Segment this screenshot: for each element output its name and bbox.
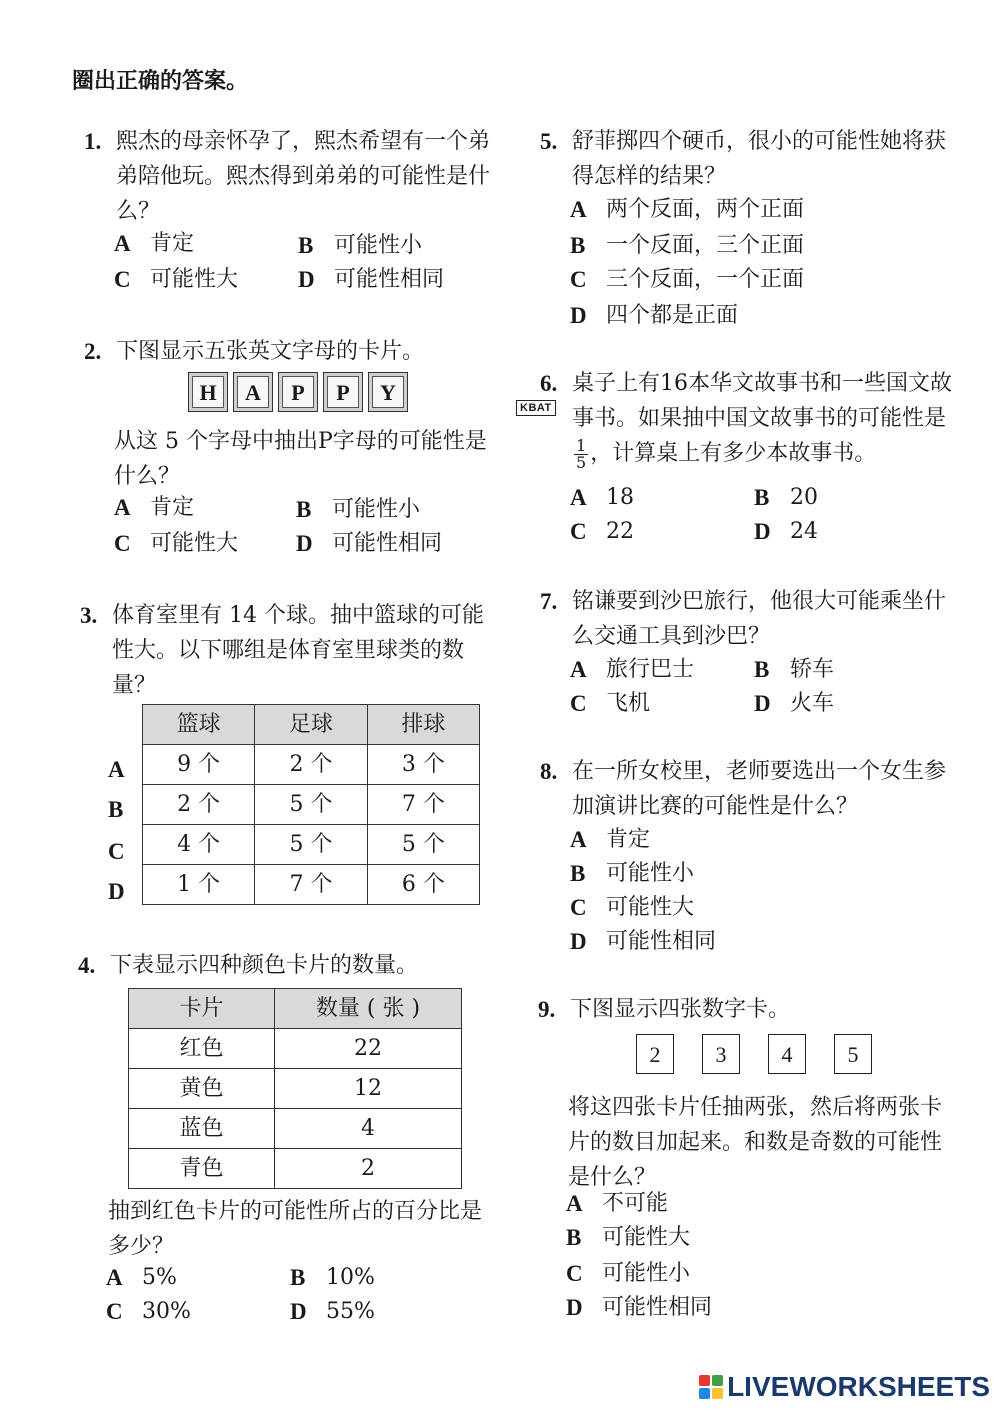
table-header: 足球	[255, 705, 367, 745]
option-a[interactable]: A 18	[570, 485, 634, 510]
question-text: 下图显示四张数字卡。	[570, 997, 791, 1022]
question-text: 下图显示五张英文字母的卡片。	[116, 339, 425, 364]
question-6	[540, 366, 960, 556]
question-number: 6.	[540, 371, 558, 396]
question-text: 下表显示四种颜色卡片的数量。	[110, 953, 419, 978]
letter-card: H	[188, 372, 228, 412]
kbat-badge: KBAT	[516, 400, 556, 416]
question-text: 铭谦要到沙巴旅行，他很大可能乘坐什么交通工具到沙巴？	[572, 589, 947, 649]
option-d[interactable]: D 55%	[290, 1299, 375, 1324]
logo-square	[699, 1388, 710, 1399]
option-d[interactable]: D 可能性相同	[566, 1295, 713, 1320]
option-c[interactable]: C 22	[570, 519, 634, 544]
option-c[interactable]: C 飞机	[570, 691, 651, 716]
option-b[interactable]: B 10%	[290, 1265, 375, 1290]
table-row: 红色 22	[129, 1029, 462, 1069]
question-number: 8.	[540, 759, 558, 784]
question-number: 4.	[78, 953, 96, 978]
question-text-2: 抽到红色卡片的可能性所占的百分比是多少？	[108, 1199, 483, 1259]
question-5	[540, 124, 960, 334]
question-text: 在一所女校里，老师要选出一个女生参加演讲比赛的可能性是什么？	[572, 759, 947, 819]
number-card: 4	[768, 1034, 806, 1074]
option-b[interactable]: B 轿车	[754, 657, 835, 682]
option-b[interactable]: B 可能性大	[566, 1225, 691, 1250]
option-d[interactable]: D 可能性相同	[296, 531, 443, 556]
option-c[interactable]: C 可能性大	[570, 895, 695, 920]
option-d[interactable]: D 四个都是正面	[570, 303, 739, 328]
letter-card: P	[278, 372, 318, 412]
question-text-2: 从这 5 个字母中抽出P字母的可能性是什么？	[114, 429, 487, 489]
option-d[interactable]: D 可能性相同	[570, 929, 717, 954]
option-a[interactable]: A 旅行巴士	[570, 657, 695, 682]
option-d[interactable]: D 火车	[754, 691, 835, 716]
table-row: 黄色 12	[129, 1069, 462, 1109]
ball-count-table	[142, 704, 480, 905]
option-b[interactable]: B 20	[754, 485, 818, 510]
option-a[interactable]: A 肯定	[570, 827, 651, 852]
table-row: 青色 2	[129, 1149, 462, 1189]
option-b[interactable]: B 可能性小	[298, 233, 423, 258]
option-a[interactable]: A 肯定	[114, 495, 195, 520]
liveworksheets-icon	[699, 1375, 723, 1399]
option-a[interactable]: A	[108, 757, 125, 782]
table-header: 数量 ( 张 )	[275, 989, 462, 1029]
table-row: 蓝色 4	[129, 1109, 462, 1149]
option-b[interactable]: B 可能性小	[570, 861, 695, 886]
table-header: 排球	[367, 705, 479, 745]
fraction: $\frac{1}{5}$	[576, 435, 587, 472]
logo-square	[712, 1388, 723, 1399]
table-row[interactable]: 2 个 5 个 7 个	[143, 785, 480, 825]
question-text: 熙杰的母亲怀孕了，熙杰希望有一个弟弟陪他玩。熙杰得到弟弟的可能性是什么？	[116, 129, 491, 224]
logo-square	[699, 1375, 710, 1386]
option-c[interactable]: C 三个反面，一个正面	[570, 267, 805, 292]
question-number: 1.	[84, 129, 102, 154]
question-text-2: 将这四张卡片任抽两张，然后将两张卡片的数目加起来。和数是奇数的可能性是什么？	[568, 1095, 943, 1190]
option-b[interactable]: B	[108, 797, 124, 822]
option-d[interactable]: D 可能性相同	[298, 267, 445, 292]
question-text: 桌子上有16本华文故事书和一些国文故事书。如果抽中国文故事书的可能性是 $\frac{1}{5}$ ，计算桌上有多少本故事书。	[572, 371, 952, 472]
question-1	[84, 124, 504, 304]
table-row[interactable]: 9 个 2 个 3 个	[143, 745, 480, 785]
table-row[interactable]: 4 个 5 个 5 个	[143, 825, 480, 865]
option-d[interactable]: D 24	[754, 519, 818, 544]
question-number: 5.	[540, 129, 558, 154]
option-a[interactable]: A 肯定	[114, 231, 195, 256]
table-row[interactable]: 1 个 7 个 6 个	[143, 865, 480, 905]
number-card: 3	[702, 1034, 740, 1074]
question-4	[78, 948, 498, 1338]
letter-card: Y	[368, 372, 408, 412]
option-c[interactable]: C 30%	[106, 1299, 191, 1324]
letter-card: P	[323, 372, 363, 412]
question-8	[540, 754, 960, 964]
number-card: 5	[834, 1034, 872, 1074]
card-count-table	[128, 988, 462, 1189]
option-a[interactable]: A 不可能	[566, 1191, 669, 1216]
question-text: 舒菲掷四个硬币，很小的可能性她将获得怎样的结果？	[572, 129, 947, 189]
instruction-heading: 圈出正确的答案。	[72, 69, 249, 94]
table-header: 篮球	[143, 705, 255, 745]
letter-cards	[188, 372, 413, 412]
logo-square	[712, 1375, 723, 1386]
number-cards	[636, 1034, 900, 1074]
question-number: 7.	[540, 589, 558, 614]
question-9	[538, 992, 958, 1332]
option-c[interactable]: C 可能性大	[114, 267, 239, 292]
table-header: 卡片	[129, 989, 275, 1029]
option-b[interactable]: B 一个反面，三个正面	[570, 233, 805, 258]
option-b[interactable]: B 可能性小	[296, 497, 421, 522]
letter-card: A	[233, 372, 273, 412]
number-card: 2	[636, 1034, 674, 1074]
option-c[interactable]: C 可能性小	[566, 1261, 691, 1286]
brand-text: LIVEWORKSHEETS	[727, 1371, 990, 1402]
option-d[interactable]: D	[108, 879, 125, 904]
question-7	[540, 584, 960, 724]
option-a[interactable]: A 5%	[106, 1265, 177, 1290]
question-number: 3.	[80, 603, 98, 628]
question-2	[84, 334, 504, 564]
question-number: 9.	[538, 997, 556, 1022]
option-c[interactable]: C	[108, 839, 125, 864]
question-3	[80, 598, 500, 918]
option-c[interactable]: C 可能性大	[114, 531, 239, 556]
option-a[interactable]: A 两个反面，两个正面	[570, 197, 805, 222]
question-number: 2.	[84, 339, 102, 364]
question-text: 体育室里有 14 个球。抽中篮球的可能性大。以下哪组是体育室里球类的数量？	[112, 603, 484, 698]
liveworksheets-logo[interactable]	[699, 1371, 990, 1403]
